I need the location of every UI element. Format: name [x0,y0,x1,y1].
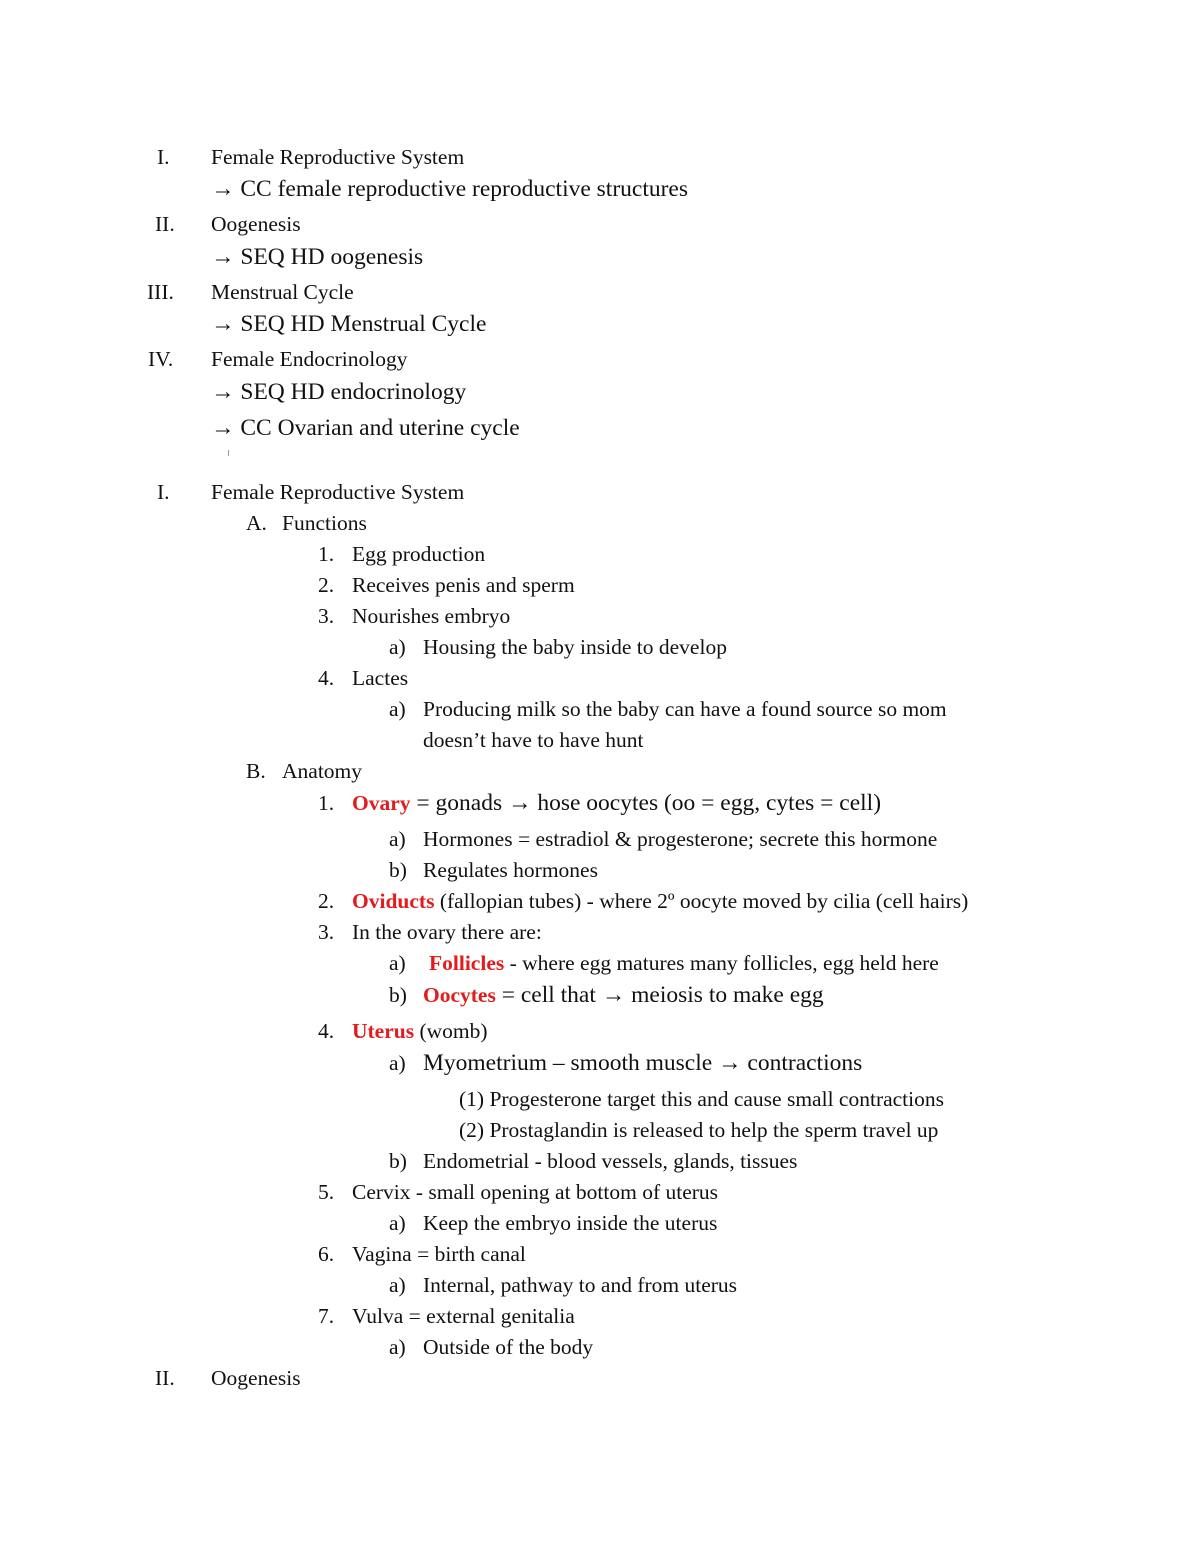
toc-title: Oogenesis [211,212,301,236]
sub-sub-item-text: (2) Prostaglandin is released to help the sperm travel up [459,1118,939,1142]
list-marker: a) [389,1211,406,1235]
section-numeral: II. [155,1366,175,1390]
toc-numeral: I. [157,145,170,169]
term-definition: = gonads → hose oocytes (oo = egg, cytes = cell) [410,790,882,816]
sub-item-text [429,950,939,976]
sub-item-text: Endometrial - blood vessels, glands, tissues [423,1149,798,1173]
sub-sub-item-text: (1) Progesterone target this and cause small contractions [459,1087,944,1111]
list-marker: a) [389,697,406,721]
list-marker: a) [389,1273,406,1297]
toc-numeral: III. [147,280,174,304]
list-marker: a) [389,1051,406,1075]
sub-item-text: Internal, pathway to and from uterus [423,1273,738,1297]
list-item-text: Cervix - small opening at bottom of uterus [352,1180,719,1204]
list-marker: a) [389,635,406,659]
sub-item-text [423,982,824,1008]
sub-item-text: Regulates hormones [423,858,598,882]
list-marker: 3. [318,920,335,944]
section-numeral: I. [157,480,170,504]
sub-item-text: Outside of the body [423,1335,594,1359]
toc-link-text: → SEQ HD oogenesis [211,244,424,270]
section-title: Oogenesis [211,1366,301,1390]
list-marker: a) [389,1335,406,1359]
list-marker: a) [389,951,406,975]
toc-title: Female Endocrinology [211,347,408,371]
stray-mark [228,450,229,456]
key-term: Oocytes [423,983,496,1007]
toc-title: Menstrual Cycle [211,280,354,304]
list-marker: 1. [318,542,335,566]
key-term: Uterus [352,1019,415,1043]
toc-link-text: → SEQ HD endocrinology [211,379,467,405]
toc-link-text: → CC Ovarian and uterine cycle [211,415,520,441]
list-item-text [352,1018,488,1044]
list-marker: b) [389,1149,407,1173]
list-item-text: Vulva = external genitalia [352,1304,575,1328]
sub-item-text: Producing milk so the baby can have a found source so mom [423,697,947,721]
toc-numeral: IV. [148,347,174,371]
term-definition: (fallopian tubes) - where 2º oocyte moved by cilia (cell hairs) [434,889,969,913]
list-marker: b) [389,983,407,1007]
subheading-title: Anatomy [282,759,363,783]
list-item-text: In the ovary there are: [352,920,542,944]
list-item-text: Vagina = birth canal [352,1242,526,1266]
section-title: Female Reproductive System [211,480,465,504]
list-marker: 6. [318,1242,335,1266]
list-marker: 4. [318,1019,335,1043]
list-marker: 5. [318,1180,335,1204]
term-definition: = cell that → meiosis to make egg [495,982,824,1008]
list-marker: 2. [318,889,335,913]
list-marker: 2. [318,573,335,597]
toc-numeral: II. [155,212,175,236]
subheading-title: Functions [282,511,367,535]
list-marker: a) [389,827,406,851]
sub-item-text: Housing the baby inside to develop [423,635,727,659]
list-item-text: Egg production [352,542,486,566]
toc-link-text: → SEQ HD Menstrual Cycle [211,311,487,337]
list-item-text [352,790,881,816]
list-marker: b) [389,858,407,882]
list-item-text: Nourishes embryo [352,604,511,628]
list-marker: A. [246,511,267,535]
key-term: Follicles [429,951,505,975]
list-item-text: Lactes [352,666,409,690]
list-marker: 4. [318,666,335,690]
toc-link-text: → CC female reproductive reproductive structures [211,176,689,202]
sub-item-text: Myometrium – smooth muscle → contractions [423,1050,863,1076]
key-term: Oviducts [352,889,435,913]
list-item-text: Receives penis and sperm [352,573,575,597]
toc-title: Female Reproductive System [211,145,465,169]
key-term: Ovary [352,791,411,815]
list-marker: 7. [318,1304,335,1328]
term-definition: (womb) [414,1019,488,1043]
sub-item-text: Keep the embryo inside the uterus [423,1211,718,1235]
list-marker: 1. [318,791,335,815]
term-definition: - where egg matures many follicles, egg held here [504,951,939,975]
sub-item-text: doesn’t have to have hunt [423,728,644,752]
list-marker: 3. [318,604,335,628]
sub-item-text: Hormones = estradiol & progesterone; secrete this hormone [423,827,938,851]
list-marker: B. [246,759,266,783]
list-item-text [352,888,968,914]
